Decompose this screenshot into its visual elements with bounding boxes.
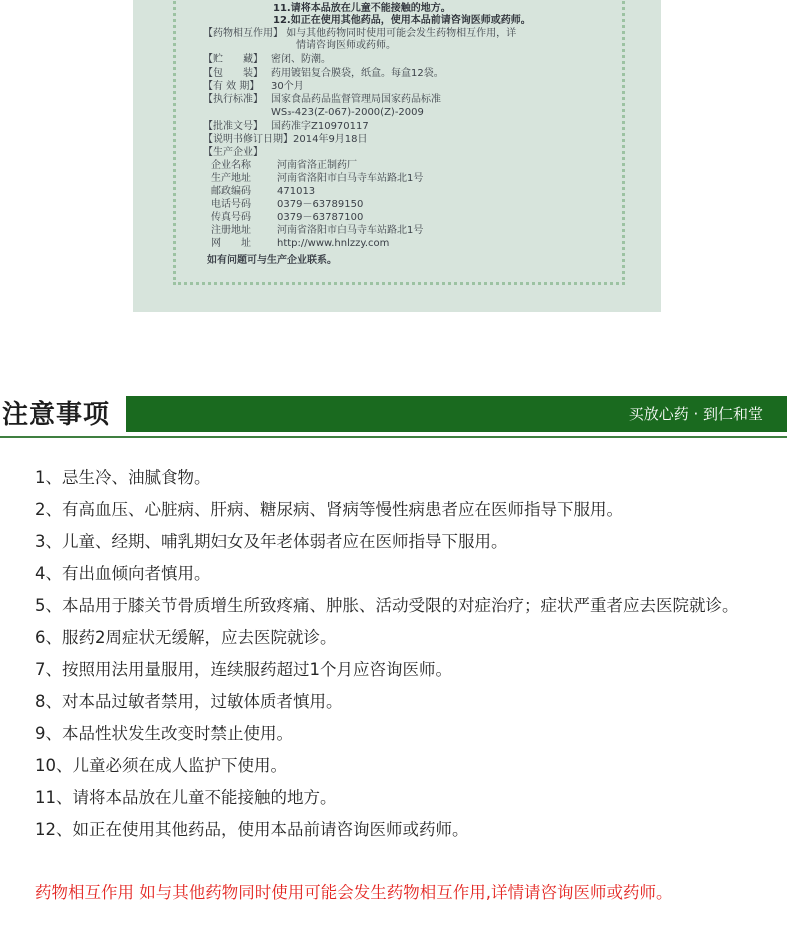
- leaflet-revision-value: 2014年9月18日: [293, 134, 368, 145]
- interaction-warning: 药物相互作用 如与其他药物同时使用可能会发生药物相互作用,详情请咨询医师或药师。: [35, 883, 673, 902]
- section-banner: [126, 396, 787, 432]
- leaflet-standard-value-2: WS₃-423(Z-067)-2000(Z)-2009: [271, 107, 424, 118]
- leaflet-company-key: 电话号码: [211, 199, 251, 210]
- leaflet-standard-value: 国家食品药品监督管理局国家药品标准: [271, 94, 441, 105]
- leaflet-company-row: [209, 224, 423, 237]
- list-item: 11、请将本品放在儿童不能接触的地方。: [35, 788, 337, 807]
- notes-list: [35, 462, 775, 846]
- list-item: 3、儿童、经期、哺乳期妇女及年老体弱者应在医师指导下服用。: [35, 532, 508, 551]
- leaflet-revision-label: 【说明书修订日期】: [203, 134, 293, 145]
- leaflet-company-row: [209, 211, 363, 224]
- leaflet-company-value: 河南省洛正制药厂: [277, 160, 357, 171]
- leaflet-interaction-label: 【药物相互作用】: [203, 28, 283, 39]
- leaflet-company-key: 网 址: [211, 238, 251, 249]
- leaflet-storage-label: 【贮 藏】: [203, 54, 263, 65]
- list-item: 7、按照用法用量服用，连续服药超过1个月应咨询医师。: [35, 660, 452, 679]
- leaflet-item-11: 11.请将本品放在儿童不能接触的地方。: [273, 3, 451, 14]
- leaflet-company-row: [209, 198, 363, 211]
- leaflet-company-key: 生产地址: [211, 173, 251, 184]
- leaflet-company-key: 传真号码: [211, 212, 251, 223]
- leaflet-company-key: 注册地址: [211, 225, 251, 236]
- leaflet-package: [203, 67, 444, 80]
- leaflet-company-value: 河南省洛阳市白马寺车站路北1号: [277, 173, 424, 184]
- leaflet-approval-value: 国药准字Z10970117: [271, 121, 369, 132]
- leaflet-company-row: [209, 172, 423, 185]
- leaflet-text: [133, 0, 661, 312]
- leaflet-company-row: [209, 159, 357, 172]
- leaflet-company-value: 471013: [277, 186, 316, 197]
- leaflet-approval: [203, 120, 369, 133]
- section-divider: [0, 436, 787, 438]
- leaflet-interaction-text: 如与其他药物同时使用可能会发生药物相互作用，详: [286, 28, 517, 39]
- leaflet-company-value: 0379－63787100: [277, 212, 364, 223]
- list-item: 8、对本品过敏者禁用，过敏体质者慎用。: [35, 692, 343, 711]
- leaflet-item-12: 12.如正在使用其他药品，使用本品前请咨询医师或药师。: [273, 15, 531, 26]
- leaflet-package-label: 【包 装】: [203, 68, 263, 79]
- list-item: 1、忌生冷、油腻食物。: [35, 468, 211, 487]
- section-slogan: 买放心药 · 到仁和堂: [628, 405, 763, 423]
- list-item: 9、本品性状发生改变时禁止使用。: [35, 724, 293, 743]
- leaflet-company-key: 企业名称: [211, 160, 251, 171]
- list-item: 4、有出血倾向者慎用。: [35, 564, 211, 583]
- list-item: 5、本品用于膝关节骨质增生所致疼痛、肿胀、活动受限的对症治疗；症状严重者应去医院就诊。: [35, 596, 739, 615]
- leaflet-interaction-text-2: 情请咨询医师或药师。: [296, 40, 396, 51]
- leaflet-approval-label: 【批准文号】: [203, 121, 263, 132]
- leaflet-validity: [203, 80, 304, 93]
- leaflet-validity-value: 30个月: [271, 81, 304, 92]
- leaflet-company-row: [209, 185, 315, 198]
- leaflet-standard: [203, 93, 441, 106]
- leaflet-company-value: 0379－63789150: [277, 199, 364, 210]
- list-item: 10、儿童必须在成人监护下使用。: [35, 756, 287, 775]
- leaflet-company-value: http://www.hnlzzy.com: [277, 238, 390, 249]
- leaflet-photo: [133, 0, 661, 312]
- leaflet-revision: [203, 133, 368, 146]
- leaflet-storage: [203, 53, 331, 66]
- leaflet-contact-note: 如有问题可与生产企业联系。: [207, 255, 337, 266]
- list-item: 6、服药2周症状无缓解，应去医院就诊。: [35, 628, 337, 647]
- section-title: 注意事项: [2, 400, 111, 430]
- leaflet-manufacturer-label: 【生产企业】: [203, 147, 263, 158]
- list-item: 2、有高血压、心脏病、肝病、糖尿病、肾病等慢性病患者应在医师指导下服用。: [35, 500, 623, 519]
- list-item: 12、如正在使用其他药品，使用本品前请咨询医师或药师。: [35, 820, 469, 839]
- leaflet-company-value: 河南省洛阳市白马寺车站路北1号: [277, 225, 424, 236]
- leaflet-storage-value: 密闭、防潮。: [271, 54, 331, 65]
- leaflet-validity-label: 【有 效 期】: [203, 81, 260, 92]
- leaflet-standard-label: 【执行标准】: [203, 94, 263, 105]
- leaflet-package-value: 药用镀铝复合膜袋，纸盒。每盒12袋。: [271, 68, 444, 79]
- leaflet-company-row: [209, 237, 389, 250]
- leaflet-company-key: 邮政编码: [211, 186, 251, 197]
